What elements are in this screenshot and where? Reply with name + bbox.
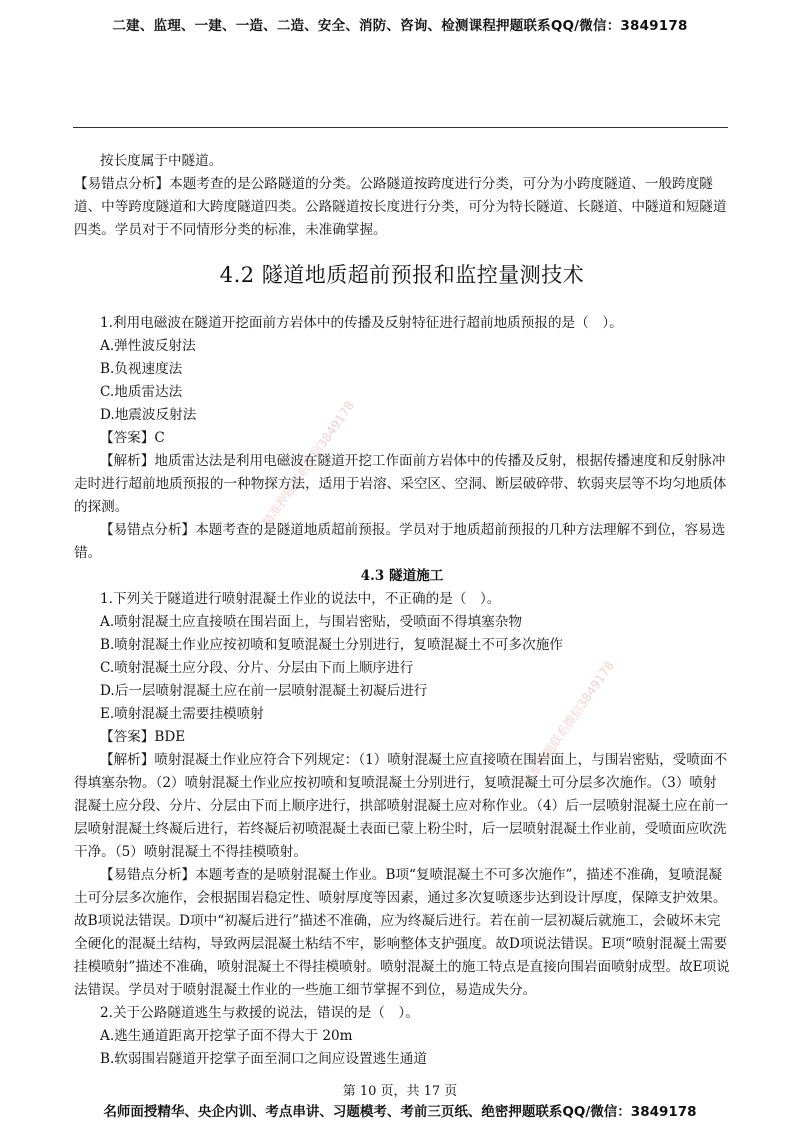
- q1-error-analysis: 【易错点分析】本题考查的是隧道地质超前预报。学员对于地质超前预报的几种方法理解不到位，容易选错。: [74, 522, 726, 561]
- section-heading-4-2: 4.2 隧道地质超前预报和监控量测技术: [219, 263, 585, 287]
- page-number: 第 10 页，共 17 页: [342, 1084, 458, 1099]
- q3-option-b: B.软弱围岩隧道开挖掌子面至洞口之间应设置逃生通道: [100, 1051, 427, 1067]
- q3-question: 2.关于公路隧道逃生与救援的说法，错误的是（ ）。: [100, 1005, 419, 1021]
- header-rule: [73, 127, 728, 128]
- q2-answer: 【答案】BDE: [100, 729, 186, 745]
- q1-option-b: B.负视速度法: [100, 361, 183, 377]
- section-heading-4-3: 4.3 隧道施工: [360, 568, 444, 584]
- footer-banner: 名师面授精华、央企内训、考点串讲、习题模考、考前三页纸、绝密押题联系QQ/微信：3849178: [103, 1104, 697, 1120]
- q1-option-c: C.地质雷达法: [100, 384, 183, 400]
- header-banner: 二建、监理、一建、一造、二造、安全、消防、咨询、检测课程押题联系QQ/微信：3849178: [112, 18, 688, 34]
- q1-option-d: D.地震波反射法: [100, 407, 197, 423]
- q3-option-a: A.逃生通道距离开挖掌子面不得大于 20m: [100, 1028, 353, 1044]
- q1-question: 1.利用电磁波在隧道开挖面前方岩体中的传播及反射特征进行超前地质预报的是（ ）。: [100, 315, 623, 331]
- watermark: 精准押题联系微信3849178: [259, 398, 357, 530]
- q2-question: 1.下列关于隧道进行喷射混凝土作业的说法中，不正确的是（ ）。: [100, 591, 501, 607]
- q2-option-b: B.喷射混凝土作业应按初喷和复喷混凝土分别进行，复喷混凝土不可多次施作: [100, 637, 563, 653]
- page-content: [74, 150, 730, 1071]
- q2-option-a: A.喷射混凝土应直接喷在围岩面上，与围岩密贴，受喷面不得填塞杂物: [100, 614, 522, 630]
- q1-answer: 【答案】C: [100, 430, 165, 446]
- intro-error-analysis: 【易错点分析】本题考查的是公路隧道的分类。公路隧道按跨度进行分类，可分为小跨度隧道、一般跨度隧道、中等跨度隧道和大跨度隧道四类。公路隧道按长度进行分类，可分为特长隧道、长隧道、中隧道和短隧道四类。学员对于不同情形分类的标准，未准确掌握。: [74, 176, 727, 238]
- q2-option-c: C.喷射混凝土应分段、分片、分层由下而上顺序进行: [100, 660, 414, 676]
- q1-explanation: 【解析】地质雷达法是利用电磁波在隧道开挖工作面前方岩体中的传播及反射，根据传播速度和反射脉冲走时进行超前地质预报的一种物探方法，适用于岩溶、采空区、空洞、断层破碎带、软弱夹层等不均匀地质体的探测。: [74, 453, 727, 515]
- q1-option-a: A.弹性波反射法: [100, 338, 196, 354]
- intro-line: 按长度属于中隧道。: [100, 153, 223, 169]
- q2-option-d: D.后一层喷射混凝土应在前一层喷射混凝土初凝后进行: [100, 683, 428, 699]
- q2-error-analysis: 【易错点分析】本题考查的是喷射混凝土作业。B项“复喷混凝土不可多次施作”，描述不准确，复喷混凝土可分层多次施作，会根据围岩稳定性、喷射厚度等因素，通过多次复喷逐步达到设计厚度，保障支护效果。故B项说法错误。D项中“初凝后进行”描述不准确，应为终凝后进行。若在前一层初凝后就施工，会破坏未完全硬化的混凝土结构，导致两层混凝土粘结不牢，影响整体支护强度。故D项说法错误。E项“喷射混凝土需要挂模喷射”描述不准确，喷射混凝土不得挂模喷射。喷射混凝土的施工特点是直接向围岩面喷射成型。故E项说法错误。学员对于喷射混凝土作业的一些施工细节掌握不到位，易造成失分。: [74, 867, 730, 998]
- q2-explanation: 【解析】喷射混凝土作业应符合下列规定：（1）喷射混凝土应直接喷在围岩面上，与围岩密贴，受喷面不得填塞杂物。（2）喷射混凝土作业应按初喷和复喷混凝土分别进行，复喷混凝土可分层多次施作。（3）喷射混凝土应分段、分片、分层由下而上顺序进行，拱部喷射混凝土应对称作业。（4）后一层喷射混凝土应在前一层喷射混凝土终凝后进行，若终凝后初喷混凝土表面已蒙上粉尘时，后一层喷射混凝土作业前，受喷面应吹洗干净。（5）喷射混凝土不得挂模喷射。: [74, 752, 729, 860]
- watermark: 精准押题联系微信3849178: [519, 658, 617, 790]
- q2-option-e: E.喷射混凝土需要挂模喷射: [100, 706, 264, 722]
